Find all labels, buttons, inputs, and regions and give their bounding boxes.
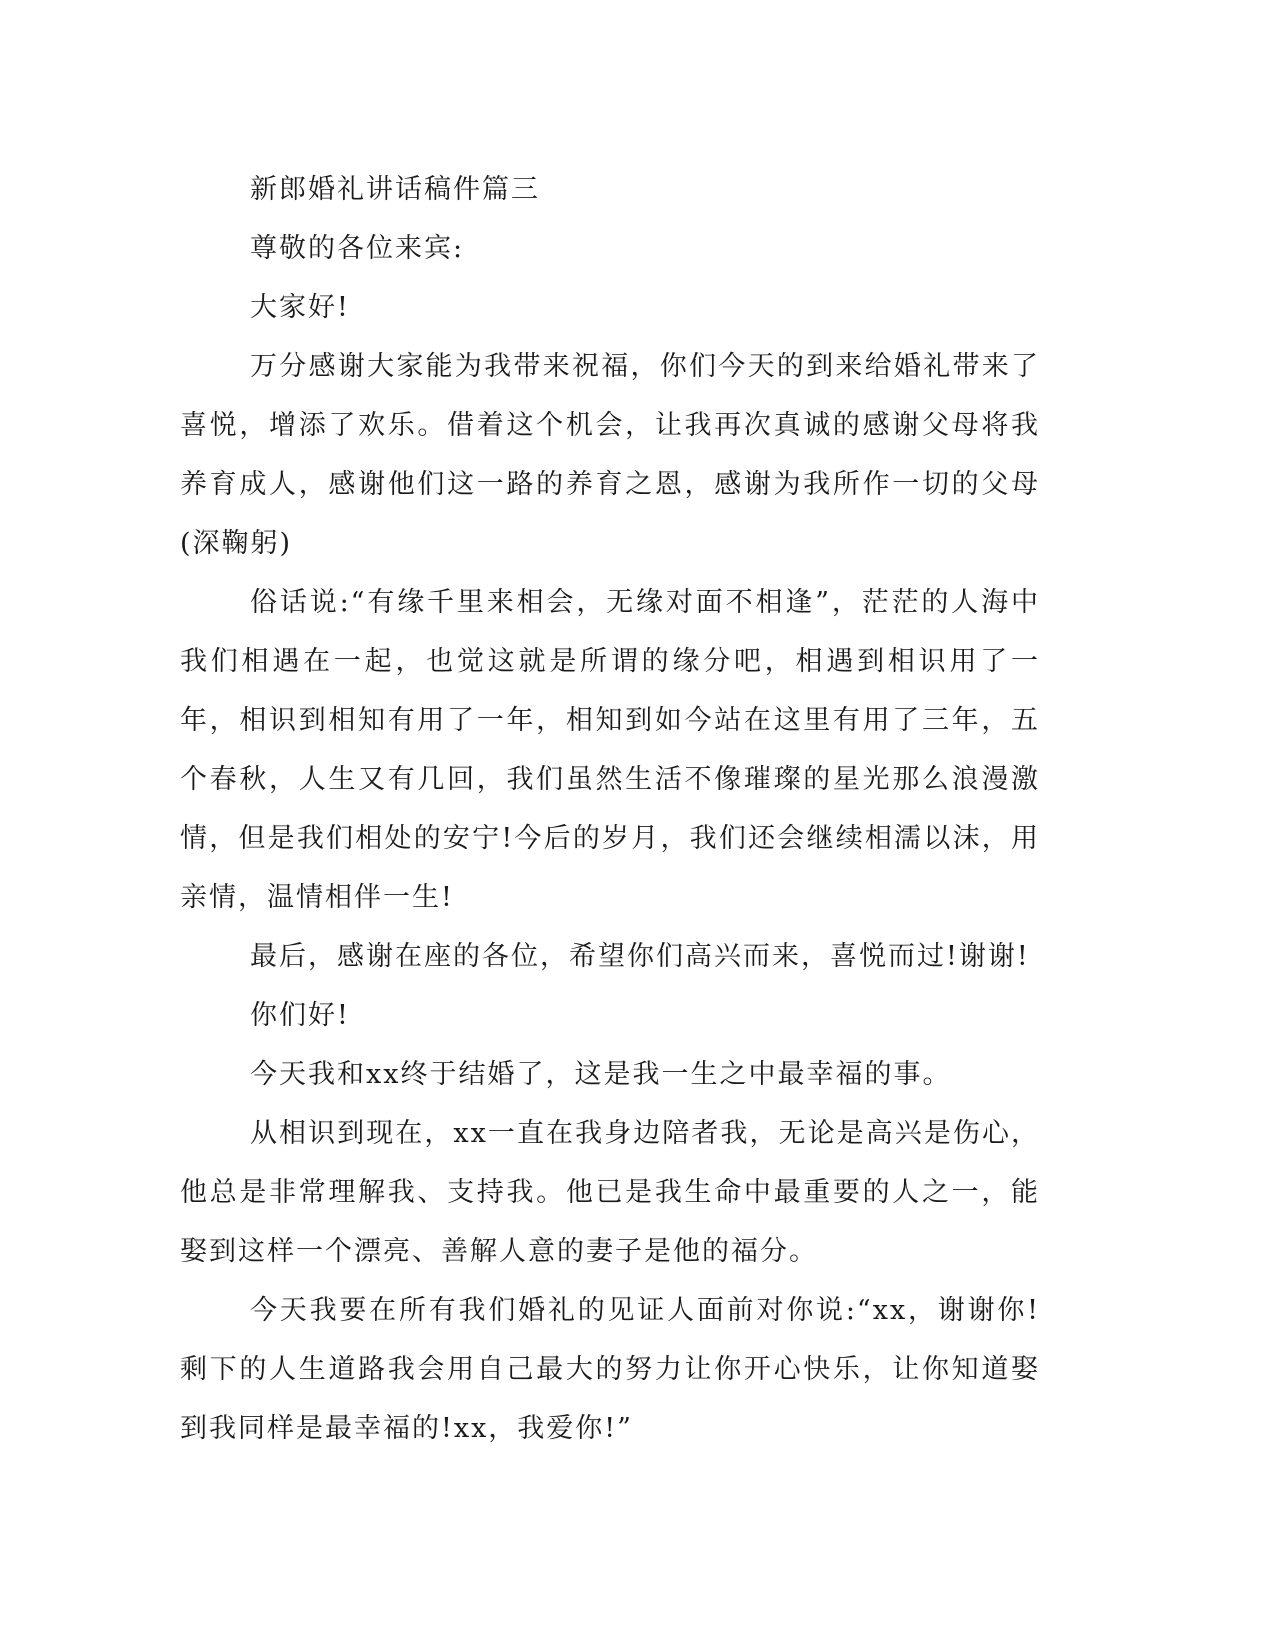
document-title: 新郎婚礼讲话稿件篇三 (250, 174, 540, 205)
paragraph-married-today: 今天我和xx终于结婚了，这是我一生之中最幸福的事。 (250, 1059, 952, 1090)
paragraph-fate: 俗话说:“有缘千里来相会，无缘对面不相逢”，茫茫的人海中我们相遇在一起，也觉这就是所谓的缘分吧，相遇到相识用了一年，相识到相知有用了一年，相知到如今站在这里有用了三年，五个春秋，人生又有几回，我们虽然生活不像璀璨的星光那么浪漫激情，但是我们相处的安宁!今后的岁月，我们还会继续相濡以沫，用亲情，温情相伴一生! (180, 587, 1040, 913)
paragraph-greeting-guests: 尊敬的各位来宾: (250, 233, 465, 264)
paragraph-thanks-parents: 万分感谢大家能为我带来祝福，你们今天的到来给婚礼带来了喜悦，增添了欢乐。借着这个机会，让我再次真诚的感谢父母将我养育成人，感谢他们这一路的养育之恩，感谢为我所作一切的父母(深鞠躬) (180, 351, 1040, 559)
paragraph-hello-you: 你们好! (250, 1000, 350, 1031)
document-body (180, 160, 1040, 1458)
paragraph-hello-everyone: 大家好! (250, 292, 350, 323)
paragraph-final-thanks: 最后，感谢在座的各位，希望你们高兴而来，喜悦而过!谢谢! (250, 941, 1030, 972)
paragraph-vow: 今天我要在所有我们婚礼的见证人面前对你说:“xx，谢谢你!剩下的人生道路我会用自己最大的努力让你开心快乐，让你知道娶到我同样是最幸福的!xx，我爱你!” (180, 1295, 1040, 1444)
paragraph-since-meeting: 从相识到现在，xx一直在我身边陪者我，无论是高兴是伤心，他总是非常理解我、支持我。他已是我生命中最重要的人之一，能娶到这样一个漂亮、善解人意的妻子是他的福分。 (180, 1118, 1040, 1267)
